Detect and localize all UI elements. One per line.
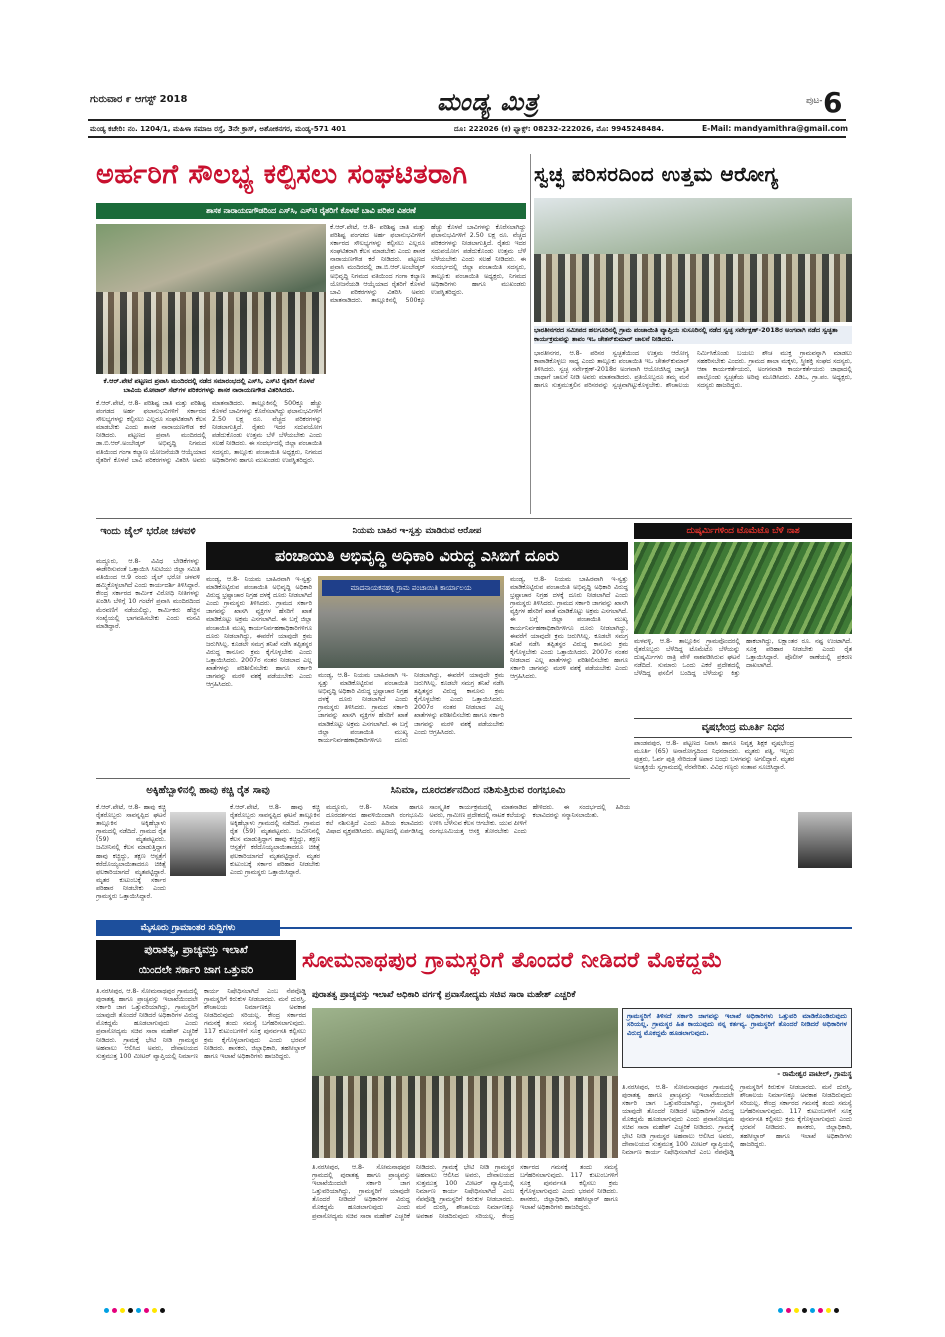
story1-body-right: ಕೆ.ಆರ್.ಪೇಟೆ, ಆ.8- ಪರಿಶಿಷ್ಟ ಜಾತಿ ಮತ್ತು ಪರಿಶಿಷ್ಟ ಪಂಗಡದ ಅರ್ಹ ಫಲಾನುಭವಿಗಳಿಗೆ ಸರ್ಕಾರದ ಸೌಲಭ್ಯಗಳನ್ನು ಕಲ್ಪಿಸಲು ಎಲ್ಲರೂ ಸಂಘಟಿತರಾಗಿ ಕೆಲಸ ಮಾಡಬೇಕು ಎಂದು ಶಾಸಕ ನಾರಾಯಣಗೌಡ ಕರೆ ನೀಡಿದರು. ಪಟ್ಟಣದ ಪ್ರವಾಸಿ ಮಂದಿರದಲ್ಲಿ ಡಾ.ಬಿ.ಆರ್.ಅಂಬೇಡ್ಕರ್ ಅಭಿವೃದ್ಧಿ ನಿಗಮದ ವತಿಯಿಂದ ಗಂಗಾ ಕಲ್ಯಾಣ ಯೋಜನೆಯಡಿ ಆಯ್ಕೆಯಾದ ರೈತರಿಗೆ ಕೊಳವೆ ಬಾವಿ ಪರಿಕರಗಳನ್ನು ವಿತರಿಸಿ ಅವರು ಮಾತನಾಡಿದರು. ತಾಲ್ಲೂಕಿನಲ್ಲಿ 500ಕ್ಕೂ ಹೆಚ್ಚು ಕೊಳವೆ ಬಾವಿಗಳನ್ನು ಕೊರೆಸಲಾಗಿದ್ದು ಫಲಾನುಭವಿಗಳಿಗೆ 2.50 ಲಕ್ಷ ರೂ. ವೆಚ್ಚದ ಪರಿಕರಗಳನ್ನು ನೀಡಲಾಗುತ್ತಿದೆ. ರೈತರು ಇದರ ಸದುಪಯೋಗ ಪಡೆದುಕೊಂಡು ಉತ್ತಮ ಬೆಳೆ ಬೆಳೆಯಬೇಕು ಎಂದು ಸಲಹೆ ನೀಡಿದರು. ಈ ಸಂದರ್ಭದಲ್ಲಿ ಜಿಲ್ಲಾ ಪಂಚಾಯಿತಿ ಸದಸ್ಯರು, ತಾಲ್ಲೂಕು ಪಂಚಾಯಿತಿ ಅಧ್ಯಕ್ಷರು, ನಿಗಮದ ಅಧಿಕಾರಿಗಳು ಹಾಗೂ ಮುಖಂಡರು ಉಪಸ್ಥಿತರಿದ್ದರು.: [330, 224, 526, 304]
masthead-page-number: 6: [823, 86, 843, 119]
masthead-address: ಮಂಡ್ಯ ಕಚೇರಿ: ನಂ. 1204/1, ಮಹಿಳಾ ಸಮಾಜ ರಸ್ತೆ, 3ನೇ ಕ್ರಾಸ್, ಅಶೋಕನಗರ, ಮಂಡ್ಯ-571 401: [90, 124, 347, 133]
brief1-headline: ಇಂದು ಜೈಲ್ ಭರೋ ಚಳವಳಿ: [100, 526, 196, 537]
story3-body-right: ಮಂಡ್ಯ, ಆ.8- ನಿಯಮ ಬಾಹಿರವಾಗಿ ಇ-ಸ್ವತ್ತು ಮಾಡಿಕೊಟ್ಟಿರುವ ಪಂಚಾಯಿತಿ ಅಭಿವೃದ್ಧಿ ಅಧಿಕಾರಿ ವಿರುದ್ಧ ಭ್ರಷ್ಟಾಚಾರ ನಿಗ್ರಹ ದಳಕ್ಕೆ ದೂರು ನೀಡಲಾಗಿದೆ ಎಂದು ಗ್ರಾಮಸ್ಥರು ತಿಳಿಸಿದರು. ಗ್ರಾಮದ ಸರ್ಕಾರಿ ಜಾಗವನ್ನು ಖಾಸಗಿ ವ್ಯಕ್ತಿಗಳ ಹೆಸರಿಗೆ ಖಾತೆ ಮಾಡಿಕೊಟ್ಟು ಅಕ್ರಮ ಎಸಗಲಾಗಿದೆ. ಈ ಬಗ್ಗೆ ಜಿಲ್ಲಾ ಪಂಚಾಯಿತಿ ಮುಖ್ಯ ಕಾರ್ಯನಿರ್ವಹಣಾಧಿಕಾರಿಗಳಿಗೂ ದೂರು ನೀಡಲಾಗಿದ್ದು, ಈವರೆಗೆ ಯಾವುದೇ ಕ್ರಮ ಜರುಗಿಸಿಲ್ಲ. ಕೂಡಲೇ ಸಮಗ್ರ ತನಿಖೆ ನಡೆಸಿ ತಪ್ಪಿತಸ್ಥರ ವಿರುದ್ಧ ಕಾನೂನು ಕ್ರಮ ಕೈಗೊಳ್ಳಬೇಕು ಎಂದು ಒತ್ತಾಯಿಸಿದರು. 2007ರ ನಂತರ ನೀಡಲಾದ ಎಲ್ಲ ಖಾತೆಗಳನ್ನು ಪರಿಶೀಲಿಸಬೇಕು ಹಾಗೂ ಸರ್ಕಾರಿ ಜಾಗವನ್ನು ಮರಳಿ ವಶಕ್ಕೆ ಪಡೆಯಬೇಕು ಎಂದು ಆಗ್ರಹಿಸಿದರು.: [510, 576, 628, 681]
story4-body: ಮಳವಳ್ಳಿ, ಆ.8- ತಾಲ್ಲೂಕಿನ ಗ್ರಾಮವೊಂದರಲ್ಲಿ ರೈತರೊಬ್ಬರು ಬೆಳೆದಿದ್ದ ಟೊಮೆಟೊ ಬೆಳೆಯನ್ನು ದುಷ್ಕರ್ಮಿಗಳು ರಾತ್ರಿ ವೇಳೆ ನಾಶಪಡಿಸಿರುವ ಘಟನೆ ನಡೆದಿದೆ. ಸುಮಾರು ಒಂದು ಎಕರೆ ಪ್ರದೇಶದಲ್ಲಿ ಬೆಳೆದಿದ್ದ ಫಸಲಿಗೆ ಬಂದಿದ್ದ ಬೆಳೆಯನ್ನು ಕಿತ್ತು ಹಾಕಲಾಗಿದ್ದು, ಲಕ್ಷಾಂತರ ರೂ. ನಷ್ಟ ಉಂಟಾಗಿದೆ. ಸೂಕ್ತ ಪರಿಹಾರ ನೀಡಬೇಕು ಎಂದು ರೈತ ಒತ್ತಾಯಿಸಿದ್ದಾರೆ. ಪೊಲೀಸ್ ಠಾಣೆಯಲ್ಲಿ ಪ್ರಕರಣ ದಾಖಲಾಗಿದೆ.: [634, 638, 852, 678]
story2-photo: [534, 198, 852, 322]
story6-body-a: ಕೆ.ಆರ್.ಪೇಟೆ, ಆ.8- ಹಾವು ಕಚ್ಚಿ ರೈತರೊಬ್ಬರು ಸಾವನ್ನಪ್ಪಿದ ಘಟನೆ ತಾಲ್ಲೂಕಿನ ಅಕ್ಕಿಹೆಬ್ಬಾಳು ಗ್ರಾಮದಲ್ಲಿ ನಡೆದಿದೆ. ಗ್ರಾಮದ ರೈತ (59) ಮೃತಪಟ್ಟವರು. ಜಮೀನಿನಲ್ಲಿ ಕೆಲಸ ಮಾಡುತ್ತಿದ್ದಾಗ ಹಾವು ಕಚ್ಚಿದ್ದು, ತಕ್ಷಣ ಆಸ್ಪತ್ರೆಗೆ ಕರೆದೊಯ್ಯಲಾಯಿತಾದರೂ ಚಿಕಿತ್ಸೆ ಫಲಕಾರಿಯಾಗದೆ ಮೃತಪಟ್ಟಿದ್ದಾರೆ. ಮೃತರ ಕುಟುಂಬಕ್ಕೆ ಸರ್ಕಾರ ಪರಿಹಾರ ನೀಡಬೇಕು ಎಂದು ಗ್ರಾಮಸ್ಥರು ಒತ್ತಾಯಿಸಿದ್ದಾರೆ.: [96, 804, 166, 901]
section-rule-2: [96, 778, 630, 779]
reg-dot: [160, 1308, 165, 1313]
story5-headline: ವೃಷಭೇಂದ್ರ ಮೂರ್ತಿ ನಿಧನ: [634, 718, 852, 738]
story1-caption: ಕೆ.ಆರ್.ಪೇಟೆ ಪಟ್ಟಣದ ಪ್ರವಾಸಿ ಮಂದಿರದಲ್ಲಿ ನಡೆದ ಸಮಾರಂಭದಲ್ಲಿ ಎಸ್‌ಸಿ, ಎಸ್‌ಟಿ ರೈತರಿಗೆ ಕೊಳವೆ ಬಾವಿಯ ಮೋಟಾರ್ ಸೆಟ್‌ಗಳ ಪರಿಕರಗಳನ್ನು ಶಾಸಕ ನಾರಾಯಣಗೌಡ ವಿತರಿಸಿದರು.: [103, 377, 315, 394]
story8-quote-box: [622, 1008, 852, 1068]
story1-subhead: ಶಾಸಕ ನಾರಾಯಣಗೌಡರಿಂದ ಎಸ್‌ಸಿ, ಎಸ್‌ಟಿ ರೈತರಿಗೆ ಕೊಳವೆ ಬಾವಿ ಪರಿಕರ ವಿತರಣೆ: [96, 203, 526, 219]
story1-body-left: ಕೆ.ಆರ್.ಪೇಟೆ, ಆ.8- ಪರಿಶಿಷ್ಟ ಜಾತಿ ಮತ್ತು ಪರಿಶಿಷ್ಟ ಪಂಗಡದ ಅರ್ಹ ಫಲಾನುಭವಿಗಳಿಗೆ ಸರ್ಕಾರದ ಸೌಲಭ್ಯಗಳನ್ನು ಕಲ್ಪಿಸಲು ಎಲ್ಲರೂ ಸಂಘಟಿತರಾಗಿ ಕೆಲಸ ಮಾಡಬೇಕು ಎಂದು ಶಾಸಕ ನಾರಾಯಣಗೌಡ ಕರೆ ನೀಡಿದರು. ಪಟ್ಟಣದ ಪ್ರವಾಸಿ ಮಂದಿರದಲ್ಲಿ ಡಾ.ಬಿ.ಆರ್.ಅಂಬೇಡ್ಕರ್ ಅಭಿವೃದ್ಧಿ ನಿಗಮದ ವತಿಯಿಂದ ಗಂಗಾ ಕಲ್ಯಾಣ ಯೋಜನೆಯಡಿ ಆಯ್ಕೆಯಾದ ರೈತರಿಗೆ ಕೊಳವೆ ಬಾವಿ ಪರಿಕರಗಳನ್ನು ವಿತರಿಸಿ ಅವರು ಮಾತನಾಡಿದರು. ತಾಲ್ಲೂಕಿನಲ್ಲಿ 500ಕ್ಕೂ ಹೆಚ್ಚು ಕೊಳವೆ ಬಾವಿಗಳನ್ನು ಕೊರೆಸಲಾಗಿದ್ದು ಫಲಾನುಭವಿಗಳಿಗೆ 2.50 ಲಕ್ಷ ರೂ. ವೆಚ್ಚದ ಪರಿಕರಗಳನ್ನು ನೀಡಲಾಗುತ್ತಿದೆ. ರೈತರು ಇದರ ಸದುಪಯೋಗ ಪಡೆದುಕೊಂಡು ಉತ್ತಮ ಬೆಳೆ ಬೆಳೆಯಬೇಕು ಎಂದು ಸಲಹೆ ನೀಡಿದರು. ಈ ಸಂದರ್ಭದಲ್ಲಿ ಜಿಲ್ಲಾ ಪಂಚಾಯಿತಿ ಸದಸ್ಯರು, ತಾಲ್ಲೂಕು ಪಂಚಾಯಿತಿ ಅಧ್ಯಕ್ಷರು, ನಿಗಮದ ಅಧಿಕಾರಿಗಳು ಹಾಗೂ ಮುಖಂಡರು ಉಪಸ್ಥಿತರಿದ್ದರು.: [96, 400, 322, 464]
story8-quote: ಗ್ರಾಮಸ್ಥರಿಗೆ ತಿಳಿಸದೆ ಸರ್ಕಾರಿ ಜಾಗವನ್ನು ಇಲಾಖೆ ಅಧಿಕಾರಿಗಳು ಒತ್ತುವರಿ ಮಾಡಿಕೊಂಡಿರುವುದು ಸರಿಯಲ್ಲ. ಗ್ರಾಮಸ್ಥರ ಹಿತ ಕಾಯುವುದು ನನ್ನ ಕರ್ತವ್ಯ. ಗ್ರಾಮಸ್ಥರಿಗೆ ತೊಂದರೆ ನೀಡಿದರೆ ಅಧಿಕಾರಿಗಳ ವಿರುದ್ಧ ಮೊಕದ್ದಮೆ ಹೂಡಲಾಗುವುದು.: [627, 1012, 847, 1037]
reg-dot: [826, 1308, 831, 1313]
section-band-label: ಮೈಸೂರು ಗ್ರಾಮಾಂತರ ಸುದ್ದಿಗಳು: [96, 920, 280, 936]
story8-quote-author: - ರಾಮೇಶ್ವರ ಪಾಟೀಲ್, ಗ್ರಾಮಸ್ಥ: [777, 1070, 852, 1078]
reg-dot: [112, 1308, 117, 1313]
section-band-line: [280, 927, 852, 929]
story8-body-right: ತಿ.ನರಸೀಪುರ, ಆ.8- ಸೋಮನಾಥಪುರ ಗ್ರಾಮದಲ್ಲಿ ಪುರಾತತ್ವ ಹಾಗೂ ಪ್ರಾಚ್ಯವಸ್ತು ಇಲಾಖೆಯಿಂದಲೇ ಸರ್ಕಾರಿ ಜಾಗ ಒತ್ತುವರಿಯಾಗಿದ್ದು, ಗ್ರಾಮಸ್ಥರಿಗೆ ಯಾವುದೇ ತೊಂದರೆ ನೀಡಿದರೆ ಅಧಿಕಾರಿಗಳ ವಿರುದ್ಧ ಮೊಕದ್ದಮೆ ಹೂಡಲಾಗುವುದು ಎಂದು ಪ್ರವಾಸೋದ್ಯಮ ಸಚಿವ ಸಾರಾ ಮಹೇಶ್ ಎಚ್ಚರಿಕೆ ನೀಡಿದರು. ಗ್ರಾಮಕ್ಕೆ ಭೇಟಿ ನೀಡಿ ಗ್ರಾಮಸ್ಥರ ಅಹವಾಲು ಆಲಿಸಿದ ಅವರು, ದೇವಾಲಯದ ಸುತ್ತಮುತ್ತ 100 ಮೀಟರ್ ವ್ಯಾಪ್ತಿಯಲ್ಲಿ ನಿರ್ಮಾಣ ಕಾರ್ಯ ನಿಷೇಧಿಸಲಾಗಿದೆ ಎಂಬ ನೆಪವೊಡ್ಡಿ ಗ್ರಾಮಸ್ಥರಿಗೆ ಕಿರುಕುಳ ನೀಡಬಾರದು. ಮನೆ ದುರಸ್ತಿ, ಶೌಚಾಲಯ ನಿರ್ಮಾಣಕ್ಕೂ ಅವಕಾಶ ನೀಡದಿರುವುದು ಸರಿಯಲ್ಲ. ಕೇಂದ್ರ ಸರ್ಕಾರದ ಗಮನಕ್ಕೆ ತಂದು ಸಮಸ್ಯೆ ಬಗೆಹರಿಸಲಾಗುವುದು. 117 ಕುಟುಂಬಗಳಿಗೆ ಸೂಕ್ತ ಪುನರ್ವಸತಿ ಕಲ್ಪಿಸಲು ಕ್ರಮ ಕೈಗೊಳ್ಳಲಾಗುವುದು ಎಂದು ಭರವಸೆ ನೀಡಿದರು. ಶಾಸಕರು, ಜಿಲ್ಲಾಧಿಕಾರಿ, ತಹಸೀಲ್ದಾರ್ ಹಾಗೂ ಇಲಾಖೆ ಅಧಿಕಾರಿಗಳು ಹಾಜರಿದ್ದರು.: [622, 1084, 852, 1156]
column-divider: [530, 154, 531, 514]
masthead-top-rule: [88, 119, 846, 121]
reg-dot: [778, 1308, 783, 1313]
story8-kicker-line1: ಪುರಾತತ್ವ, ಪ್ರಾಚ್ಯವಸ್ತು ಇಲಾಖೆ: [144, 944, 248, 956]
masthead-page-label: ಪುಟ-: [806, 96, 823, 106]
story3-sign: ಮಾದನಾಯಕನಹಳ್ಳಿ ಗ್ರಾಮ ಪಂಚಾಯಿತಿ ಕಾರ್ಯಾಲಯ: [322, 580, 500, 596]
reg-dot: [834, 1308, 839, 1313]
masthead: [88, 88, 858, 150]
story8-kicker: [96, 940, 296, 980]
story2-caption: ಭಾರತೀನಗರದ ಸಮೀಪದ ಹಲಗೂರಿನಲ್ಲಿ ಗ್ರಾಮ ಪಂಚಾಯಿತಿ ವ್ಯಾಪ್ತಿಯ ಸುಸೂರಿನಲ್ಲಿ ನಡೆದ ಸ್ವಚ್ಛ ಸರ್ವೇಕ್ಷಣ್-2018ರ ಅಂಗವಾಗಿ ನಡೆದ ಸ್ವಚ್ಛತಾ ಕಾರ್ಯಕ್ರಮವನ್ನು ತಾಪಂ ಇಒ ಚೇತನ್‌ಕುಮಾರ್ ಚಾಲನೆ ನೀಡಿದರು.: [534, 326, 852, 344]
registration-marks-right: [778, 1298, 842, 1317]
story3-kicker: ನಿಯಮ ಬಾಹಿರ ಇ-ಸ್ವತ್ತು ಮಾಡಿರುವ ಆರೋಪ: [352, 526, 482, 536]
masthead-email: E-Mail: mandyamithra@gmail.com: [702, 124, 849, 133]
masthead-date: ಗುರುವಾರ ೯ ಆಗಸ್ಟ್ 2018: [90, 94, 188, 105]
story7-headline: ಸಿನಿಮಾ, ದೂರದರ್ಶನದಿಂದ ನಶಿಸುತ್ತಿರುವ ರಂಗಭೂಮಿ: [390, 785, 566, 796]
story7-body: ಮದ್ದೂರು, ಆ.8- ಸಿನಿಮಾ ಹಾಗೂ ದೂರದರ್ಶನದ ಹಾವಳಿಯಿಂದಾಗಿ ರಂಗಭೂಮಿ ಕಲೆ ನಶಿಸುತ್ತಿದೆ ಎಂದು ಹಿರಿಯ ಕಲಾವಿದರು ವಿಷಾದ ವ್ಯಕ್ತಪಡಿಸಿದರು. ಪಟ್ಟಣದಲ್ಲಿ ಏರ್ಪಡಿಸಿದ್ದ ಸಾಂಸ್ಕೃತಿಕ ಕಾರ್ಯಕ್ರಮದಲ್ಲಿ ಮಾತನಾಡಿದ ಅವರು, ಗ್ರಾಮೀಣ ಪ್ರದೇಶದಲ್ಲಿ ನಾಟಕ ಕಲೆಯನ್ನು ಉಳಿಸಿ ಬೆಳೆಸುವ ಕೆಲಸ ಆಗಬೇಕು. ಯುವ ಪೀಳಿಗೆ ರಂಗಭೂಮಿಯತ್ತ ಆಸಕ್ತಿ ತೋರಬೇಕು ಎಂದು ಹೇಳಿದರು. ಈ ಸಂದರ್ಭದಲ್ಲಿ ಹಿರಿಯ ಕಲಾವಿದರನ್ನು ಸನ್ಮಾನಿಸಲಾಯಿತು.: [326, 804, 630, 836]
story1-photo: [96, 224, 326, 374]
story1-headline: ಅರ್ಹರಿಗೆ ಸೌಲಭ್ಯ ಕಲ್ಪಿಸಲು ಸಂಘಟಿತರಾಗಿ: [96, 159, 468, 190]
story3-photo: [318, 576, 504, 668]
story4-photo: [634, 542, 852, 634]
section-rule-1: [96, 518, 852, 519]
masthead-bottom-rule: [88, 136, 846, 138]
story8-subhead: ಪುರಾತತ್ವ ಪ್ರಾಚ್ಯವಸ್ತು ಇಲಾಖೆ ಅಧಿಕಾರಿ ವರ್ಗಕ್ಕೆ ಪ್ರವಾಸೋದ್ಯಮ ಸಚಿವ ಸಾರಾ ಮಹೇಶ್ ಎಚ್ಚರಿಕೆ: [312, 990, 576, 1000]
reg-dot: [786, 1308, 791, 1313]
reg-dot: [136, 1308, 141, 1313]
reg-dot: [144, 1308, 149, 1313]
reg-dot: [802, 1308, 807, 1313]
masthead-phone: ದೂ: 222026 (ಕ) ಫ್ಯಾಕ್ಸ್: 08232-222026, ಮೊ: 9945248484.: [454, 124, 665, 133]
reg-dot: [152, 1308, 157, 1313]
story8-kicker-line2: ಯಿಂದಲೇ ಸರ್ಕಾರಿ ಜಾಗ ಒತ್ತುವರಿ: [138, 964, 254, 976]
masthead-title: ಮಂಡ್ಯ ಮಿತ್ರ: [436, 88, 540, 116]
story8-headline: ಸೋಮನಾಥಪುರ ಗ್ರಾಮಸ್ಥರಿಗೆ ತೊಂದರೆ ನೀಡಿದರೆ ಮೊಕದ್ದಮೆ: [302, 948, 723, 972]
reg-dot: [120, 1308, 125, 1313]
story2-headline: ಸ್ವಚ್ಛ ಪರಿಸರದಿಂದ ಉತ್ತಮ ಆರೋಗ್ಯ: [534, 162, 779, 186]
reg-dot: [818, 1308, 823, 1313]
brief1-body: ಮದ್ದೂರು, ಆ.8- ವಿವಿಧ ಬೇಡಿಕೆಗಳನ್ನು ಈಡೇರಿಸುವಂತೆ ಒತ್ತಾಯಿಸಿ ಸಿಐಟಿಯು ಜಿಲ್ಲಾ ಸಮಿತಿ ವತಿಯಿಂದ ಆ.9 ರಂದು ಜೈಲ್ ಭರೋ ಚಳವಳಿ ಹಮ್ಮಿಕೊಳ್ಳಲಾಗಿದೆ ಎಂದು ಕಾರ್ಯದರ್ಶಿ ತಿಳಿಸಿದ್ದಾರೆ. ಕೇಂದ್ರ ಸರ್ಕಾರದ ಕಾರ್ಮಿಕ ವಿರೋಧಿ ನೀತಿಗಳನ್ನು ಖಂಡಿಸಿ ಬೆಳಿಗ್ಗೆ 10 ಗಂಟೆಗೆ ಪ್ರವಾಸಿ ಮಂದಿರದಿಂದ ಮೆರವಣಿಗೆ ನಡೆಯಲಿದ್ದು, ಕಾರ್ಮಿಕರು ಹೆಚ್ಚಿನ ಸಂಖ್ಯೆಯಲ್ಲಿ ಭಾಗವಹಿಸಬೇಕು ಎಂದು ಮನವಿ ಮಾಡಿದ್ದಾರೆ.: [96, 558, 200, 630]
reg-dot: [810, 1308, 815, 1313]
story2-body: ಭಾರತೀನಗರ, ಆ.8- ಪರಿಸರ ಸ್ವಚ್ಛತೆಯಿಂದ ಉತ್ತಮ ಆರೋಗ್ಯ ಕಾಪಾಡಿಕೊಳ್ಳಲು ಸಾಧ್ಯ ಎಂದು ತಾಲ್ಲೂಕು ಪಂಚಾಯಿತಿ ಇಒ ಚೇತನ್‌ಕುಮಾರ್ ತಿಳಿಸಿದರು. ಸ್ವಚ್ಛ ಸರ್ವೇಕ್ಷಣ್-2018ರ ಅಂಗವಾಗಿ ಆಯೋಜಿಸಿದ್ದ ಜಾಗೃತಿ ಜಾಥಾಗೆ ಚಾಲನೆ ನೀಡಿ ಅವರು ಮಾತನಾಡಿದರು. ಪ್ರತಿಯೊಬ್ಬರೂ ತಮ್ಮ ಮನೆ ಹಾಗೂ ಸುತ್ತಮುತ್ತಲಿನ ಪರಿಸರವನ್ನು ಸ್ವಚ್ಛವಾಗಿಟ್ಟುಕೊಳ್ಳಬೇಕು. ಶೌಚಾಲಯ ನಿರ್ಮಿಸಿಕೊಂಡು ಬಯಲು ಶೌಚ ಮುಕ್ತ ಗ್ರಾಮವನ್ನಾಗಿ ಮಾಡಲು ಸಹಕರಿಸಬೇಕು ಎಂದರು. ಗ್ರಾಮದ ಶಾಲಾ ಮಕ್ಕಳು, ಸ್ತ್ರೀಶಕ್ತಿ ಸಂಘದ ಸದಸ್ಯರು, ಆಶಾ ಕಾರ್ಯಕರ್ತೆಯರು, ಅಂಗನವಾಡಿ ಕಾರ್ಯಕರ್ತೆಯರು ಜಾಥಾದಲ್ಲಿ ಪಾಲ್ಗೊಂಡು ಸ್ವಚ್ಛತೆಯ ಅರಿವು ಮೂಡಿಸಿದರು. ಪಿಡಿಒ, ಗ್ರಾ.ಪಂ. ಅಧ್ಯಕ್ಷರು, ಸದಸ್ಯರು ಹಾಜರಿದ್ದರು.: [534, 350, 852, 390]
story8-photo: [312, 1008, 618, 1158]
story5-portrait: [798, 812, 852, 868]
story3-body-left: ಮಂಡ್ಯ, ಆ.8- ನಿಯಮ ಬಾಹಿರವಾಗಿ ಇ-ಸ್ವತ್ತು ಮಾಡಿಕೊಟ್ಟಿರುವ ಪಂಚಾಯಿತಿ ಅಭಿವೃದ್ಧಿ ಅಧಿಕಾರಿ ವಿರುದ್ಧ ಭ್ರಷ್ಟಾಚಾರ ನಿಗ್ರಹ ದಳಕ್ಕೆ ದೂರು ನೀಡಲಾಗಿದೆ ಎಂದು ಗ್ರಾಮಸ್ಥರು ತಿಳಿಸಿದರು. ಗ್ರಾಮದ ಸರ್ಕಾರಿ ಜಾಗವನ್ನು ಖಾಸಗಿ ವ್ಯಕ್ತಿಗಳ ಹೆಸರಿಗೆ ಖಾತೆ ಮಾಡಿಕೊಟ್ಟು ಅಕ್ರಮ ಎಸಗಲಾಗಿದೆ. ಈ ಬಗ್ಗೆ ಜಿಲ್ಲಾ ಪಂಚಾಯಿತಿ ಮುಖ್ಯ ಕಾರ್ಯನಿರ್ವಹಣಾಧಿಕಾರಿಗಳಿಗೂ ದೂರು ನೀಡಲಾಗಿದ್ದು, ಈವರೆಗೆ ಯಾವುದೇ ಕ್ರಮ ಜರುಗಿಸಿಲ್ಲ. ಕೂಡಲೇ ಸಮಗ್ರ ತನಿಖೆ ನಡೆಸಿ ತಪ್ಪಿತಸ್ಥರ ವಿರುದ್ಧ ಕಾನೂನು ಕ್ರಮ ಕೈಗೊಳ್ಳಬೇಕು ಎಂದು ಒತ್ತಾಯಿಸಿದರು. 2007ರ ನಂತರ ನೀಡಲಾದ ಎಲ್ಲ ಖಾತೆಗಳನ್ನು ಪರಿಶೀಲಿಸಬೇಕು ಹಾಗೂ ಸರ್ಕಾರಿ ಜಾಗವನ್ನು ಮರಳಿ ವಶಕ್ಕೆ ಪಡೆಯಬೇಕು ಎಂದು ಆಗ್ರಹಿಸಿದರು.: [206, 576, 312, 689]
reg-dot: [104, 1308, 109, 1313]
registration-marks-left: [104, 1298, 168, 1317]
story6-portrait: [170, 812, 226, 876]
story3-body-bottom: ಮಂಡ್ಯ, ಆ.8- ನಿಯಮ ಬಾಹಿರವಾಗಿ ಇ-ಸ್ವತ್ತು ಮಾಡಿಕೊಟ್ಟಿರುವ ಪಂಚಾಯಿತಿ ಅಭಿವೃದ್ಧಿ ಅಧಿಕಾರಿ ವಿರುದ್ಧ ಭ್ರಷ್ಟಾಚಾರ ನಿಗ್ರಹ ದಳಕ್ಕೆ ದೂರು ನೀಡಲಾಗಿದೆ ಎಂದು ಗ್ರಾಮಸ್ಥರು ತಿಳಿಸಿದರು. ಗ್ರಾಮದ ಸರ್ಕಾರಿ ಜಾಗವನ್ನು ಖಾಸಗಿ ವ್ಯಕ್ತಿಗಳ ಹೆಸರಿಗೆ ಖಾತೆ ಮಾಡಿಕೊಟ್ಟು ಅಕ್ರಮ ಎಸಗಲಾಗಿದೆ. ಈ ಬಗ್ಗೆ ಜಿಲ್ಲಾ ಪಂಚಾಯಿತಿ ಮುಖ್ಯ ಕಾರ್ಯನಿರ್ವಹಣಾಧಿಕಾರಿಗಳಿಗೂ ದೂರು ನೀಡಲಾಗಿದ್ದು, ಈವರೆಗೆ ಯಾವುದೇ ಕ್ರಮ ಜರುಗಿಸಿಲ್ಲ. ಕೂಡಲೇ ಸಮಗ್ರ ತನಿಖೆ ನಡೆಸಿ ತಪ್ಪಿತಸ್ಥರ ವಿರುದ್ಧ ಕಾನೂನು ಕ್ರಮ ಕೈಗೊಳ್ಳಬೇಕು ಎಂದು ಒತ್ತಾಯಿಸಿದರು. 2007ರ ನಂತರ ನೀಡಲಾದ ಎಲ್ಲ ಖಾತೆಗಳನ್ನು ಪರಿಶೀಲಿಸಬೇಕು ಹಾಗೂ ಸರ್ಕಾರಿ ಜಾಗವನ್ನು ಮರಳಿ ವಶಕ್ಕೆ ಪಡೆಯಬೇಕು ಎಂದು ಆಗ್ರಹಿಸಿದರು.: [318, 672, 504, 744]
reg-dot: [128, 1308, 133, 1313]
story6-body-b: ಕೆ.ಆರ್.ಪೇಟೆ, ಆ.8- ಹಾವು ಕಚ್ಚಿ ರೈತರೊಬ್ಬರು ಸಾವನ್ನಪ್ಪಿದ ಘಟನೆ ತಾಲ್ಲೂಕಿನ ಅಕ್ಕಿಹೆಬ್ಬಾಳು ಗ್ರಾಮದಲ್ಲಿ ನಡೆದಿದೆ. ಗ್ರಾಮದ ರೈತ (59) ಮೃತಪಟ್ಟವರು. ಜಮೀನಿನಲ್ಲಿ ಕೆಲಸ ಮಾಡುತ್ತಿದ್ದಾಗ ಹಾವು ಕಚ್ಚಿದ್ದು, ತಕ್ಷಣ ಆಸ್ಪತ್ರೆಗೆ ಕರೆದೊಯ್ಯಲಾಯಿತಾದರೂ ಚಿಕಿತ್ಸೆ ಫಲಕಾರಿಯಾಗದೆ ಮೃತಪಟ್ಟಿದ್ದಾರೆ. ಮೃತರ ಕುಟುಂಬಕ್ಕೆ ಸರ್ಕಾರ ಪರಿಹಾರ ನೀಡಬೇಕು ಎಂದು ಗ್ರಾಮಸ್ಥರು ಒತ್ತಾಯಿಸಿದ್ದಾರೆ.: [230, 804, 320, 876]
story5-body: ಪಾಂಡವಪುರ, ಆ.8- ಪಟ್ಟಣದ ನಿವಾಸಿ ಹಾಗೂ ನಿವೃತ್ತ ಶಿಕ್ಷಕ ವೃಷಭೇಂದ್ರ ಮೂರ್ತಿ (65) ಅನಾರೋಗ್ಯದಿಂದ ನಿಧನರಾದರು. ಮೃತರು ಪತ್ನಿ, ಇಬ್ಬರು ಪುತ್ರರು, ಓರ್ವ ಪುತ್ರಿ ಸೇರಿದಂತೆ ಅಪಾರ ಬಂಧು ಬಳಗವನ್ನು ಅಗಲಿದ್ದಾರೆ. ಮೃತರ ಅಂತ್ಯಕ್ರಿಯೆ ಸ್ವಗ್ರಾಮದಲ್ಲಿ ನೆರವೇರಿತು. ವಿವಿಧ ಗಣ್ಯರು ಸಂತಾಪ ಸೂಚಿಸಿದ್ದಾರೆ.: [634, 740, 794, 772]
story3-headline: ಪಂಚಾಯಿತಿ ಅಭಿವೃದ್ಧಿ ಅಧಿಕಾರಿ ವಿರುದ್ಧ ಎಸಿಬಿಗೆ ದೂರು: [206, 542, 628, 570]
story6-headline: ಅಕ್ಕಿಹೆಬ್ಬಾಳಿನಲ್ಲಿ ಹಾವು ಕಚ್ಚಿ ರೈತ ಸಾವು: [146, 785, 270, 796]
reg-dot: [794, 1308, 799, 1313]
story8-body-left: ತಿ.ನರಸೀಪುರ, ಆ.8- ಸೋಮನಾಥಪುರ ಗ್ರಾಮದಲ್ಲಿ ಪುರಾತತ್ವ ಹಾಗೂ ಪ್ರಾಚ್ಯವಸ್ತು ಇಲಾಖೆಯಿಂದಲೇ ಸರ್ಕಾರಿ ಜಾಗ ಒತ್ತುವರಿಯಾಗಿದ್ದು, ಗ್ರಾಮಸ್ಥರಿಗೆ ಯಾವುದೇ ತೊಂದರೆ ನೀಡಿದರೆ ಅಧಿಕಾರಿಗಳ ವಿರುದ್ಧ ಮೊಕದ್ದಮೆ ಹೂಡಲಾಗುವುದು ಎಂದು ಪ್ರವಾಸೋದ್ಯಮ ಸಚಿವ ಸಾರಾ ಮಹೇಶ್ ಎಚ್ಚರಿಕೆ ನೀಡಿದರು. ಗ್ರಾಮಕ್ಕೆ ಭೇಟಿ ನೀಡಿ ಗ್ರಾಮಸ್ಥರ ಅಹವಾಲು ಆಲಿಸಿದ ಅವರು, ದೇವಾಲಯದ ಸುತ್ತಮುತ್ತ 100 ಮೀಟರ್ ವ್ಯಾಪ್ತಿಯಲ್ಲಿ ನಿರ್ಮಾಣ ಕಾರ್ಯ ನಿಷೇಧಿಸಲಾಗಿದೆ ಎಂಬ ನೆಪವೊಡ್ಡಿ ಗ್ರಾಮಸ್ಥರಿಗೆ ಕಿರುಕುಳ ನೀಡಬಾರದು. ಮನೆ ದುರಸ್ತಿ, ಶೌಚಾಲಯ ನಿರ್ಮಾಣಕ್ಕೂ ಅವಕಾಶ ನೀಡದಿರುವುದು ಸರಿಯಲ್ಲ. ಕೇಂದ್ರ ಸರ್ಕಾರದ ಗಮನಕ್ಕೆ ತಂದು ಸಮಸ್ಯೆ ಬಗೆಹರಿಸಲಾಗುವುದು. 117 ಕುಟುಂಬಗಳಿಗೆ ಸೂಕ್ತ ಪುನರ್ವಸತಿ ಕಲ್ಪಿಸಲು ಕ್ರಮ ಕೈಗೊಳ್ಳಲಾಗುವುದು ಎಂದು ಭರವಸೆ ನೀಡಿದರು. ಶಾಸಕರು, ಜಿಲ್ಲಾಧಿಕಾರಿ, ತಹಸೀಲ್ದಾರ್ ಹಾಗೂ ಇಲಾಖೆ ಅಧಿಕಾರಿಗಳು ಹಾಜರಿದ್ದರು.: [96, 988, 306, 1060]
story4-headline: ದುಷ್ಕರ್ಮಿಗಳಿಂದ ಟೊಮೆಟೊ ಬೆಳೆ ನಾಶ: [634, 523, 852, 539]
story8-body-bottom: ತಿ.ನರಸೀಪುರ, ಆ.8- ಸೋಮನಾಥಪುರ ಗ್ರಾಮದಲ್ಲಿ ಪುರಾತತ್ವ ಹಾಗೂ ಪ್ರಾಚ್ಯವಸ್ತು ಇಲಾಖೆಯಿಂದಲೇ ಸರ್ಕಾರಿ ಜಾಗ ಒತ್ತುವರಿಯಾಗಿದ್ದು, ಗ್ರಾಮಸ್ಥರಿಗೆ ಯಾವುದೇ ತೊಂದರೆ ನೀಡಿದರೆ ಅಧಿಕಾರಿಗಳ ವಿರುದ್ಧ ಮೊಕದ್ದಮೆ ಹೂಡಲಾಗುವುದು ಎಂದು ಪ್ರವಾಸೋದ್ಯಮ ಸಚಿವ ಸಾರಾ ಮಹೇಶ್ ಎಚ್ಚರಿಕೆ ನೀಡಿದರು. ಗ್ರಾಮಕ್ಕೆ ಭೇಟಿ ನೀಡಿ ಗ್ರಾಮಸ್ಥರ ಅಹವಾಲು ಆಲಿಸಿದ ಅವರು, ದೇವಾಲಯದ ಸುತ್ತಮುತ್ತ 100 ಮೀಟರ್ ವ್ಯಾಪ್ತಿಯಲ್ಲಿ ನಿರ್ಮಾಣ ಕಾರ್ಯ ನಿಷೇಧಿಸಲಾಗಿದೆ ಎಂಬ ನೆಪವೊಡ್ಡಿ ಗ್ರಾಮಸ್ಥರಿಗೆ ಕಿರುಕುಳ ನೀಡಬಾರದು. ಮನೆ ದುರಸ್ತಿ, ಶೌಚಾಲಯ ನಿರ್ಮಾಣಕ್ಕೂ ಅವಕಾಶ ನೀಡದಿರುವುದು ಸರಿಯಲ್ಲ. ಕೇಂದ್ರ ಸರ್ಕಾರದ ಗಮನಕ್ಕೆ ತಂದು ಸಮಸ್ಯೆ ಬಗೆಹರಿಸಲಾಗುವುದು. 117 ಕುಟುಂಬಗಳಿಗೆ ಸೂಕ್ತ ಪುನರ್ವಸತಿ ಕಲ್ಪಿಸಲು ಕ್ರಮ ಕೈಗೊಳ್ಳಲಾಗುವುದು ಎಂದು ಭರವಸೆ ನೀಡಿದರು. ಶಾಸಕರು, ಜಿಲ್ಲಾಧಿಕಾರಿ, ತಹಸೀಲ್ದಾರ್ ಹಾಗೂ ಇಲಾಖೆ ಅಧಿಕಾರಿಗಳು ಹಾಜರಿದ್ದರು.: [312, 1164, 618, 1220]
